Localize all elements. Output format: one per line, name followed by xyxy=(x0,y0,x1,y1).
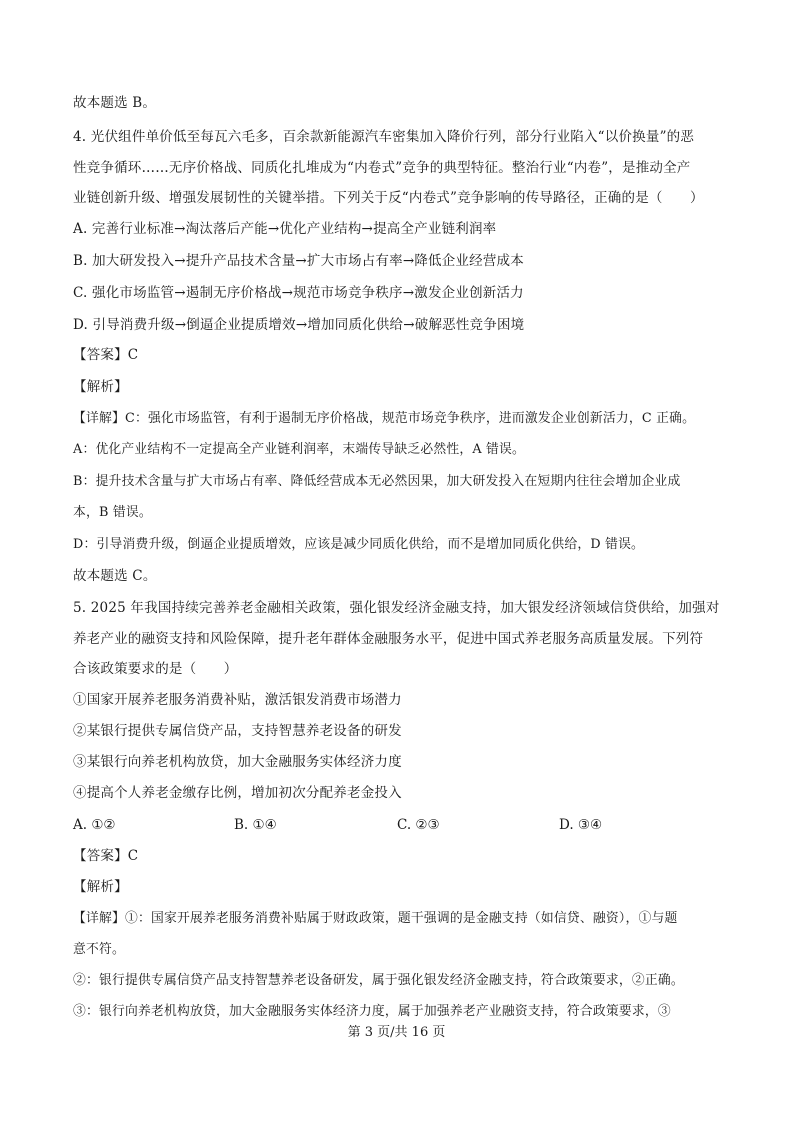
q5-explanation-line-1: 【详解】①：国家开展养老服务消费补贴属于财政政策，题干强调的是金融支持（如信贷、融资），①与题 xyxy=(73,911,678,926)
q5-stem-line-3: 合该政策要求的是（ ） xyxy=(73,661,238,677)
q4-explanation-line-2: A：优化产业结构不一定提高全产业链利润率，末端传导缺乏必然性，A 错误。 xyxy=(73,442,526,457)
page-footer: 第 3 页/共 16 页 xyxy=(347,1025,446,1040)
q5-item-3: ③某银行向养老机构放贷，加大金融服务实体经济力度 xyxy=(73,754,402,770)
q4-answer: 【答案】C xyxy=(73,347,139,363)
q5-answer: 【答案】C xyxy=(73,848,139,864)
q5-option-a: A. ①② xyxy=(73,817,116,833)
q5-explanation-line-4: ③：银行向养老机构放贷，加大金融服务实体经济力度，属于加强养老产业融资支持，符合政策要求，③ xyxy=(73,1004,671,1019)
q4-stem-line-1: 4. 光伏组件单价低至每瓦六毛多，百余款新能源汽车密集加入降价行列，部分行业陷入“以价换量”的恶 xyxy=(73,129,695,145)
q5-analysis-label: 【解析】 xyxy=(73,879,128,895)
q4-analysis-label: 【解析】 xyxy=(73,379,128,395)
q4-stem-line-2: 性竞争循环……无序价格战、同质化扎堆成为“内卷式”竞争的典型特征。整治行业“内卷”，是推动全产 xyxy=(73,160,691,176)
q4-option-a: A. 完善行业标准→淘汰落后产能→优化产业结构→提高全产业链利润率 xyxy=(73,221,497,237)
q3-conclusion: 故本题选 B。 xyxy=(73,95,157,111)
q4-conclusion: 故本题选 C。 xyxy=(73,568,157,584)
q5-stem-line-1: 5. 2025 年我国持续完善养老金融相关政策，强化银发经济金融支持，加大银发经济领域信贷供给，加强对 xyxy=(73,600,720,616)
q5-option-c: C. ②③ xyxy=(397,817,440,833)
q5-explanation-line-3: ②：银行提供专属信贷产品支持智慧养老设备研发，属于强化银发经济金融支持，符合政策要求，②正确。 xyxy=(73,973,684,988)
q5-explanation-line-2: 意不符。 xyxy=(73,942,125,957)
q4-option-c: C. 强化市场监管→遏制无序价格战→规范市场竞争秩序→激发企业创新活力 xyxy=(73,285,524,301)
q5-option-b: B. ①④ xyxy=(234,817,277,833)
q4-explanation-line-1: 【详解】C：强化市场监管，有利于遏制无序价格战，规范市场竞争秩序，进而激发企业创新活力，C 正确。 xyxy=(73,411,696,426)
q4-option-d: D. 引导消费升级→倒逼企业提质增效→增加同质化供给→破解恶性竞争困境 xyxy=(73,317,525,333)
q4-explanation-line-3: B：提升技术含量与扩大市场占有率、降低经营成本无必然因果，加大研发投入在短期内往往会增加企业成 xyxy=(73,474,681,489)
q4-option-b: B. 加大研发投入→提升产品技术含量→扩大市场占有率→降低企业经营成本 xyxy=(73,253,524,269)
q5-option-d: D. ③④ xyxy=(559,817,603,833)
q5-item-2: ②某银行提供专属信贷产品，支持智慧养老设备的研发 xyxy=(73,723,402,739)
q5-item-4: ④提高个人养老金缴存比例，增加初次分配养老金投入 xyxy=(73,785,402,801)
q5-item-1: ①国家开展养老服务消费补贴，激活银发消费市场潜力 xyxy=(73,692,402,708)
q5-stem-line-2: 养老产业的融资支持和风险保障，提升老年群体金融服务水平，促进中国式养老服务高质量发展。下列符 xyxy=(73,631,704,647)
q4-explanation-line-5: D：引导消费升级，倒逼企业提质增效，应该是减少同质化供给，而不是增加同质化供给，D 错误。 xyxy=(73,537,645,552)
q4-explanation-line-4: 本，B 错误。 xyxy=(73,505,152,520)
q4-stem-line-3: 业链创新升级、增强发展韧性的关键举措。下列关于反“内卷式”竞争影响的传导路径，正确的是（ ） xyxy=(73,190,704,206)
